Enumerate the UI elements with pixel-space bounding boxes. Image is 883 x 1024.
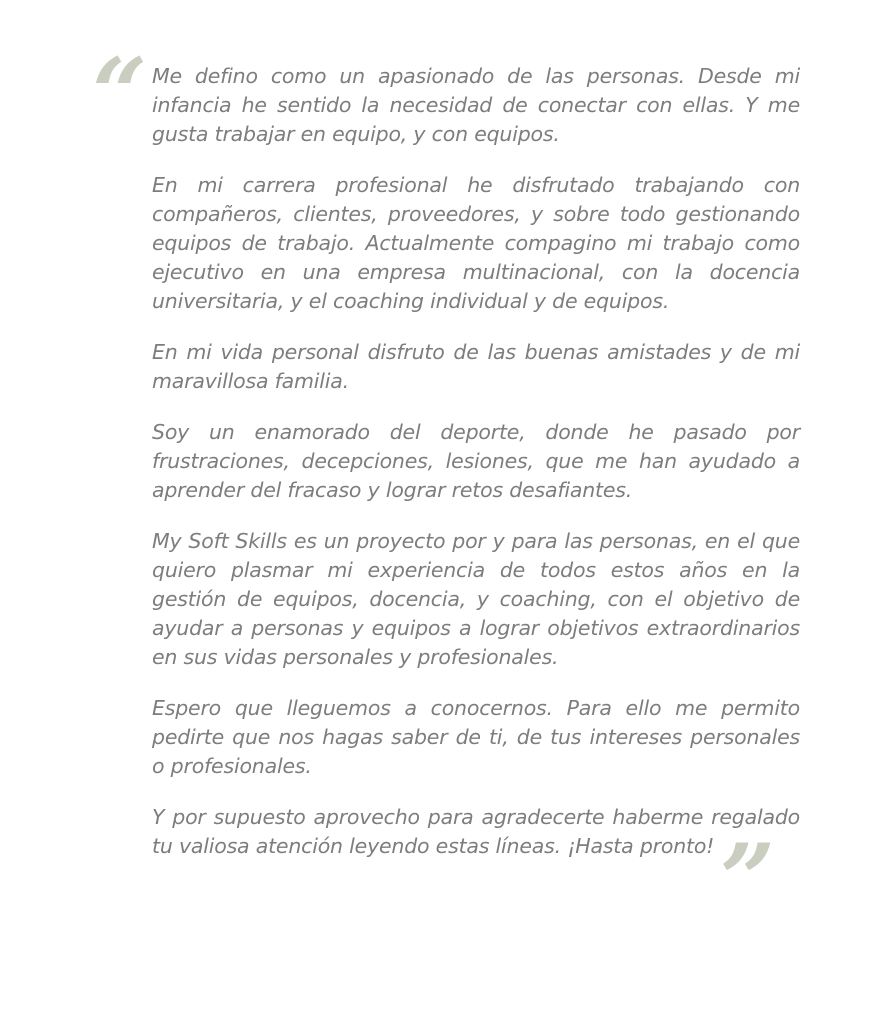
open-quote-icon: “ <box>92 37 148 150</box>
quote-paragraph-career: En mi carrera profesional he disfrutado trabajando con compañeros, clientes, proveedores, y sobre todo gestionando equipos de trabajo. Actualmente compagino mi trabajo como ejecutivo en una empresa multinacional, con la docencia universitaria, y el coaching individual y de equipos. <box>152 173 800 313</box>
close-quote-icon: ” <box>720 823 776 936</box>
quote-paragraph-project: My Soft Skills es un proyecto por y para las personas, en el que quiero plasmar mi experiencia de todos estos años en la gestión de equipos, docencia, y coaching, con el objetivo de ayudar a personas y equipos a lograr objetivos extraordinarios en sus vidas personales y profesionales. <box>152 529 800 669</box>
quote-paragraph-personal: En mi vida personal disfruto de las buenas amistades y de mi maravillosa familia. <box>152 340 800 393</box>
quote-paragraph-invitation: Espero que lleguemos a conocernos. Para ello me permito pedirte que nos hagas saber de ti, de tus intereses personales o profesionales. <box>152 696 800 778</box>
quote-block <box>152 62 800 883</box>
quote-paragraph-intro: Me defino como un apasionado de las personas. Desde mi infancia he sentido la necesidad de conectar con ellas. Y me gusta trabajar en equipo, y con equipos. <box>152 64 800 146</box>
quote-paragraph-sport: Soy un enamorado del deporte, donde he pasado por frustraciones, decepciones, lesiones, que me han ayudado a aprender del fracaso y lograr retos desafiantes. <box>152 420 800 502</box>
quote-paragraph-closing: Y por supuesto aprovecho para agradecerte haberme regalado tu valiosa atención leyendo estas líneas. ¡Hasta pronto! <box>152 805 800 858</box>
